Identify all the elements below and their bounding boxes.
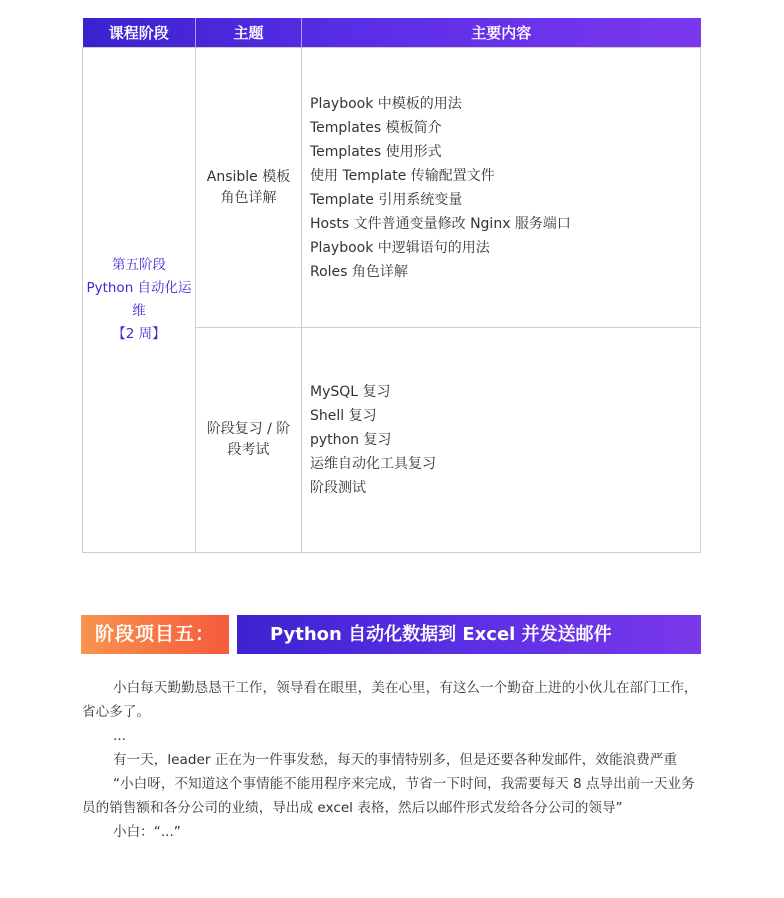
topic-label: 阶段复习 / 阶段考试 bbox=[206, 421, 291, 458]
content-list bbox=[310, 92, 700, 284]
story-paragraph: 小白每天勤勤恳恳干工作，领导看在眼里，美在心里，有这么一个勤奋上进的小伙儿在部门工作，省心多了。 bbox=[82, 680, 698, 720]
content-list bbox=[310, 380, 700, 500]
topic-label: Ansible 模板角色详解 bbox=[206, 168, 291, 206]
project-banner bbox=[81, 615, 701, 654]
content-item: Playbook 中逻辑语句的用法 bbox=[310, 239, 490, 256]
topic-cell bbox=[196, 48, 302, 328]
header-content: 主要内容 bbox=[471, 24, 532, 42]
project-title: Python 自动化数据到 Excel 并发送邮件 bbox=[237, 615, 701, 654]
content-item: Template 引用系统变量 bbox=[310, 191, 463, 208]
content-cell bbox=[302, 48, 701, 328]
stage-name: 第五阶段 bbox=[112, 257, 166, 273]
content-item: 运维自动化工具复习 bbox=[310, 456, 436, 472]
table-row bbox=[83, 48, 701, 328]
story-paragraph: “小白呀，不知道这个事情能不能用程序来完成，节省一下时间，我需要每天 8 点导出前一天业务员的销售额和各分公司的业绩，导出成 excel 表格，然后以邮件形式发给各分公司的领导” bbox=[82, 776, 695, 816]
header-topic: 主题 bbox=[196, 18, 302, 48]
story-paragraph: ... bbox=[113, 728, 126, 744]
header-stage: 课程阶段 bbox=[83, 18, 196, 48]
content-item: Roles 角色详解 bbox=[310, 263, 408, 280]
content-item: MySQL 复习 bbox=[310, 384, 391, 400]
content-item: Templates 模板简介 bbox=[310, 119, 442, 136]
project-story bbox=[82, 676, 702, 844]
content-item: Shell 复习 bbox=[310, 408, 377, 424]
story-paragraph: 小白：“...” bbox=[113, 824, 181, 840]
stage-title: Python 自动化运维 bbox=[86, 280, 192, 319]
project-stage-label: 阶段项目五： bbox=[81, 615, 229, 654]
curriculum-table bbox=[82, 18, 701, 553]
content-item: 阶段测试 bbox=[310, 480, 366, 496]
content-cell bbox=[302, 328, 701, 553]
story-paragraph: 有一天，leader 正在为一件事发愁，每天的事情特别多，但是还要各种发邮件，效能浪费严重 bbox=[113, 752, 677, 768]
stage-duration: 【2 周】 bbox=[112, 326, 166, 342]
stage-cell bbox=[83, 48, 196, 553]
content-item: 使用 Template 传输配置文件 bbox=[310, 167, 495, 184]
topic-cell bbox=[196, 328, 302, 553]
content-item: Templates 使用形式 bbox=[310, 143, 442, 160]
table-header-row bbox=[83, 18, 701, 48]
content-item: python 复习 bbox=[310, 432, 392, 448]
content-item: Hosts 文件普通变量修改 Nginx 服务端口 bbox=[310, 215, 571, 232]
content-item: Playbook 中模板的用法 bbox=[310, 95, 462, 112]
